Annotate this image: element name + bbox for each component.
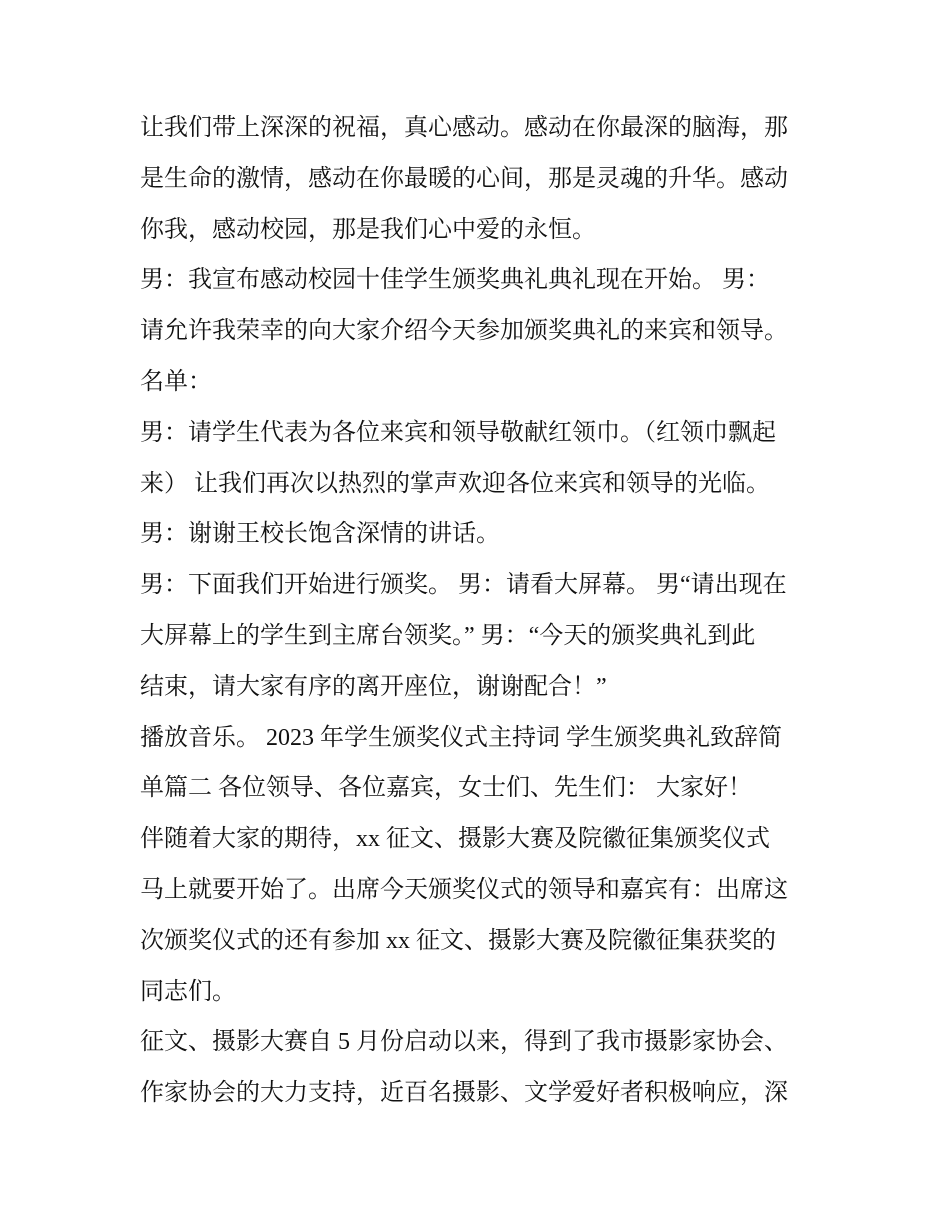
- text-line: 让我们带上深深的祝福，真心感动。感动在你最深的脑海，那: [140, 115, 788, 141]
- text-line: 征文、摄影大赛自 5 月份启动以来，得到了我市摄影家协会、: [140, 1029, 788, 1056]
- text-line: 单篇二 各位领导、各位嘉宾，女士们、先生们： 大家好！: [140, 775, 752, 802]
- text-line: 结束，请大家有序的离开座位，谢谢配合！”: [140, 673, 607, 700]
- text-line: 男：谢谢王校长饱含深情的讲话。: [140, 521, 500, 548]
- text-line: 来） 让我们再次以热烈的掌声欢迎各位来宾和领导的光临。: [140, 470, 770, 497]
- text-line: 伴随着大家的期待，xx 征文、摄影大赛及院徽征集颁奖仪式: [140, 826, 770, 853]
- text-line: 同志们。: [140, 978, 236, 1005]
- text-line: 是生命的激情，感动在你最暖的心间，那是灵魂的升华。感动: [140, 165, 788, 192]
- text-line: 作家协会的大力支持，近百名摄影、文学爱好者积极响应，深: [140, 1080, 788, 1107]
- text-line: 请允许我荣幸的向大家介绍今天参加颁奖典礼的来宾和领导。: [140, 318, 788, 345]
- document-body: [140, 103, 820, 1119]
- text-line: 播放音乐。 2023 年学生颁奖仪式主持词 学生颁奖典礼致辞简: [140, 724, 782, 751]
- text-line: 马上就要开始了。出席今天颁奖仪式的领导和嘉宾有：出席这: [140, 876, 788, 903]
- text-line: 名单：: [140, 368, 212, 395]
- text-line: 男：我宣布感动校园十佳学生颁奖典礼典礼现在开始。 男：: [140, 267, 770, 294]
- text-line: 次颁奖仪式的还有参加 xx 征文、摄影大赛及院徽征集获奖的: [140, 927, 776, 954]
- text-line: 男：请学生代表为各位来宾和领导敬献红领巾。（红领巾飘起: [140, 419, 776, 446]
- text-line: 你我，感动校园，那是我们心中爱的永恒。: [140, 216, 596, 243]
- text-line: 大屏幕上的学生到主席台领奖。” 男：“今天的颁奖典礼到此: [140, 622, 756, 649]
- text-line: 男：下面我们开始进行颁奖。 男：请看大屏幕。 男“请出现在: [140, 572, 787, 599]
